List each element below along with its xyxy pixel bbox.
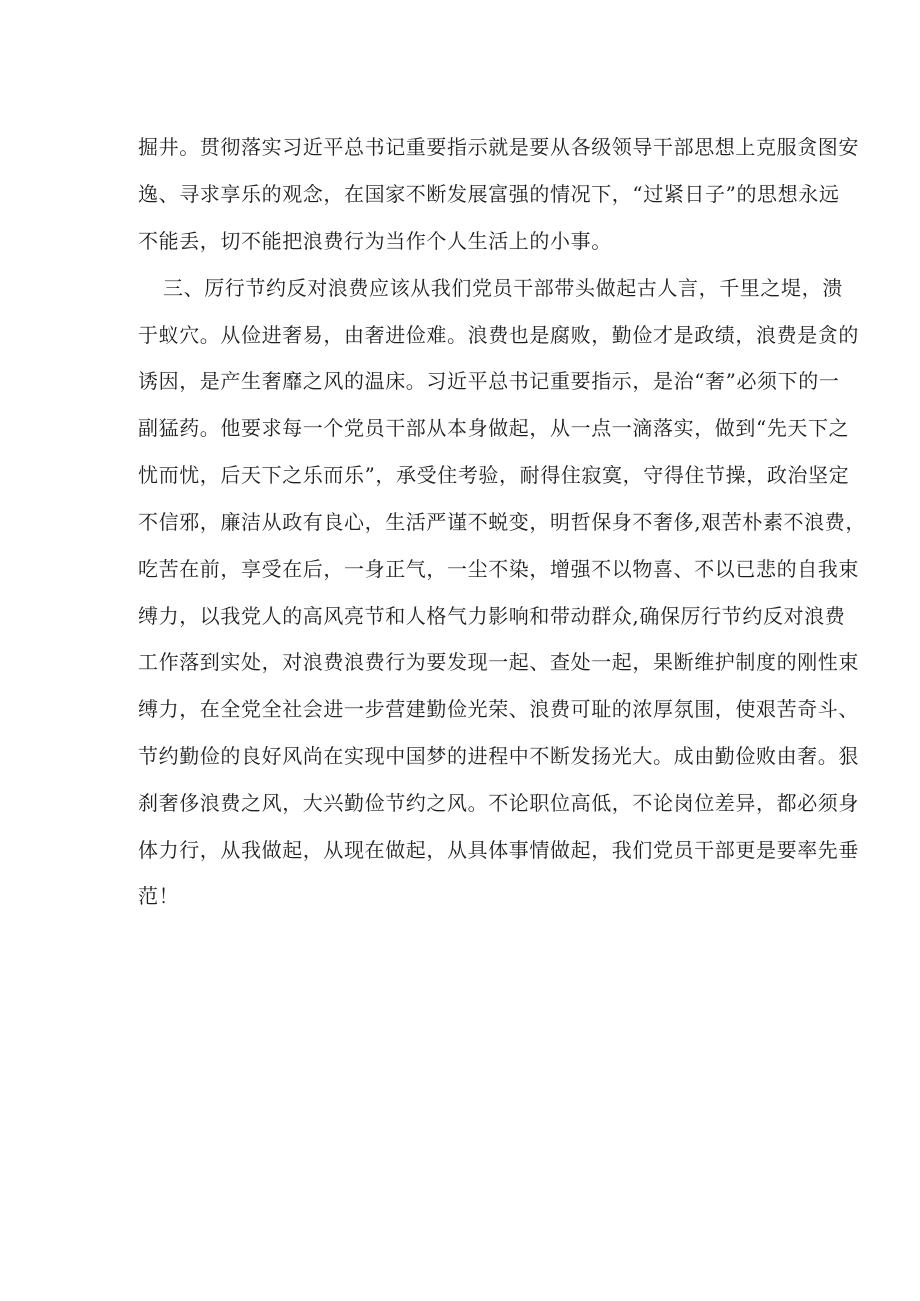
text-line: 吃苦在前，享受在后，一身正气，一尘不染，增强不以物喜、不以已悲的自我束 xyxy=(138,557,859,581)
text-line: 缚力，以我党人的高风亮节和人格气力影响和带动群众,确保厉行节约反对浪费 xyxy=(138,604,846,628)
text-line: 工作落到实处，对浪费浪费行为要发现一起、查处一起，果断维护制度的刚性束 xyxy=(138,650,859,674)
text-line: 逸、寻求享乐的观念，在国家不断发展富强的情况下，“过紧日子”的思想永远 xyxy=(138,182,840,206)
text-line: 范！ xyxy=(138,884,180,908)
text-line: 刹奢侈浪费之风，大兴勤俭节约之风。不论职位高低，不论岗位差异，都必须身 xyxy=(138,791,859,815)
text-line: 体力行，从我做起，从现在做起，从具体事情做起，我们党员干部更是要率先垂 xyxy=(138,838,859,862)
text-line: 不信邪，廉洁从政有良心，生活严谨不蜕变，明哲保身不奢侈,艰苦朴素不浪费， xyxy=(138,510,866,534)
text-line: 节约勤俭的良好风尚在实现中国梦的进程中不断发扬光大。成由勤俭败由奢。狠 xyxy=(138,744,859,768)
text-line: 缚力，在全党全社会进一步营建勤俭光荣、浪费可耻的浓厚氛围，使艰苦奇斗、 xyxy=(138,697,859,721)
text-line: 诱因，是产生奢靡之风的温床。习近平总书记重要指示，是治“奢”必须下的一 xyxy=(138,369,840,393)
text-line: 三、厉行节约反对浪费应该从我们党员干部带头做起古人言，千里之堤，溃 xyxy=(163,276,843,300)
text-line: 于蚁穴。从俭进奢易，由奢进俭难。浪费也是腐败，勤俭才是政绩，浪费是贪的 xyxy=(138,323,859,347)
text-line: 不能丢，切不能把浪费行为当作个人生活上的小事。 xyxy=(138,229,612,253)
text-line: 掘井。贯彻落实习近平总书记重要指示就是要从各级领导干部思想上克服贪图安 xyxy=(138,135,859,159)
text-line: 忧而忧，后天下之乐而乐”，承受住考验，耐得住寂寞，守得住节操，政治坚定 xyxy=(138,463,850,487)
text-line: 副猛药。他要求每一个党员干部从本身做起，从一点一滴落实，做到“先天下之 xyxy=(138,416,850,440)
